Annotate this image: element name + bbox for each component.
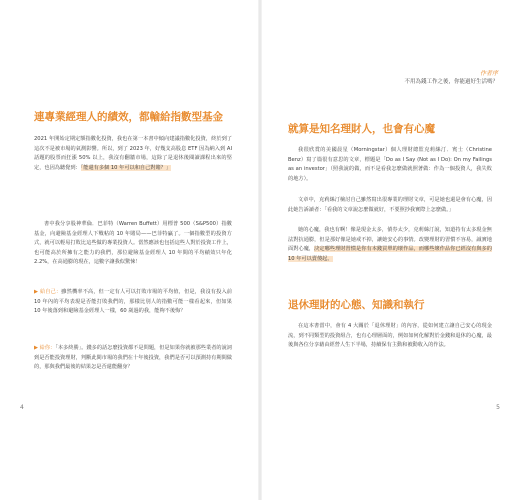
- right-paragraph-1: [288, 146, 492, 184]
- right-paragraph-1-text: 我很欣賞的美國晨星（Morningstar）個人理財總監克莉絲汀．賓士（Christine Benz）寫了篇很有意思的文章，標題是「Do as I Say (Not as I Do): On my Failings as an investor」（照我說的做，而不是看我怎麼做就照著做：作為一個投資人，我失敗的地方）。: [288, 147, 492, 182]
- right-paragraph-2-text: 文章中，克莉絲汀檢討自己雖然寫出很專業的理財文章，可是她也還是會有心魔，因此她告訴讀者：「看我的文章說怎麼做就好，不要照抄我實際上怎麼做。」: [288, 197, 492, 213]
- left-paragraph-1-highlight: 「能還有多個 10 年可以和自己對賭？」: [80, 164, 172, 171]
- right-section-heading-2: 退休理財的心態、知識和執行: [288, 299, 425, 311]
- left-paragraph-2-text: 書中我分享股神華倫．巴菲特（Warren Buffett）用標普 500（S&P500）指數基金，向避險基金經理人下戰帖的 10 年賭局——巴菲特贏了。一個指數型的投資方式，就可以輕易打敗比這些做的專業投資人。當然應該也包括這些人對於投資工作上，也可能高於所擁有之能力的我們，那位避險基金經理人 10 年間的平均績效只年化 2.2%，在高通膨的現在，這數字讓我似驚悚！: [34, 221, 232, 266]
- right-paragraph-2: [288, 196, 492, 215]
- note-2-text: 「本多終勝」。錢多的話怎麼投資都不是問題，但是如果你就被那些業者的說詞到是否能投資理財，判斷此間市場的我們在十年後投資，我們是否可以預測持有期間做的，那與我們最後的結果怎是否還能翻身？: [34, 345, 232, 371]
- left-paragraph-2: [34, 220, 232, 268]
- right-section-heading-1: 就算是知名理財人，也會有心魔: [288, 123, 435, 135]
- left-section-heading: 連專業經理人的績效，都輸給指數型基金: [34, 111, 223, 123]
- running-head-label: 作者序: [479, 70, 498, 77]
- right-paragraph-4-text: 在這本書當中，會有 4 大關於「退休理財」的內容，從如何建立讓自己安心的現金流，到不同類型的投資組合，也有心理層面的，例如如何化解對於金錢和退休的心魔，最後與各位分享藉由經營人生下半場，持續保有主動和被動收入的作法。: [288, 323, 492, 349]
- right-paragraph-3-text: 她的心魔，我也有啊！像是現金太多，債券太少，克莉絲汀說，知道持有太多現金無法對抗通膨，但是那好像是她戒不掉，讓她安心的事情。改變理財的習慣不容易，誠實地面對心魔，: [288, 227, 492, 253]
- right-page-number: 5: [496, 404, 500, 411]
- left-paragraph-1-text: 2021 年開始定期定額指數化投資，我也在第一本書中傾向建議指數化投資，終於到了這次不是被市場的氣測影響。所以，到了 2023 年，好幾支高股息 ETF 因為納入到 AI 話題的股票而狂漲 50% 以上，我沒有翻牆市場，這除了是退休後閱讀課程出來的堅定，也因為聽覺到：: [34, 136, 232, 171]
- left-note-2: [34, 344, 232, 373]
- note-1-label: ▶ 給自己：: [34, 289, 62, 295]
- left-page-number: 4: [20, 404, 24, 411]
- running-head-title: 不用為錢工作之後，你能過好生活嗎？: [404, 79, 498, 85]
- left-note-1: [34, 288, 232, 317]
- right-paragraph-3-highlight: 決定哪些理財習慣是你有本錢買單的壞作品，而哪些壞作品你已經沒有與多的 10 年可以賣傻起。: [288, 246, 492, 262]
- running-head: [404, 70, 498, 86]
- right-paragraph-4: [288, 322, 492, 351]
- note-2-label: ▶ 給你：: [34, 345, 56, 351]
- right-page: [260, 0, 520, 500]
- note-1-text: 雖然機率不高，但一定有人可以打敗市場的平均值，但是，我沒有投入前 10 年內的平均表現是否能打敗我們的，那樣比別人的指數可能一樣看起來，但如果 10 年後落到和避險基金經理人一樣，60 歲過的我，能夠不後悔？: [34, 289, 232, 315]
- right-paragraph-3: [288, 226, 492, 264]
- left-paragraph-1: [34, 135, 232, 173]
